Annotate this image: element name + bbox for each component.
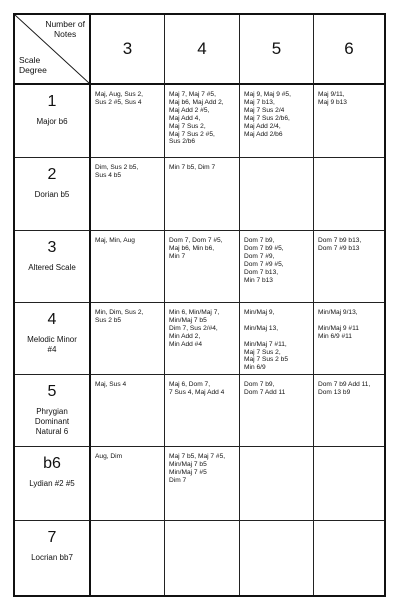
chord-list-cell [165, 521, 240, 595]
chord-list-cell: Maj 9, Maj 9 #5, Maj 7 b13, Maj 7 Sus 2/4 Maj 7 Sus 2/b6, Maj Add 2/4, Maj Add 2/b6 [240, 85, 314, 158]
scale-degree-number: 2 [47, 166, 57, 183]
chord-list-cell: Maj 6, Dom 7, 7 Sus 4, Maj Add 4 [165, 375, 240, 447]
chord-list-cell [240, 158, 314, 231]
chord-list-cell: Maj 7 b5, Maj 7 #5, Min/Maj 7 b5 Min/Maj 7 #5 Dim 7 [165, 447, 240, 521]
chord-list-cell [91, 521, 165, 595]
corner-header-cell [15, 15, 91, 85]
scale-degree-cell [15, 375, 91, 447]
scale-degree-cell [15, 447, 91, 521]
number-of-notes-label: Number of Notes [45, 19, 85, 39]
scale-degree-number: 7 [47, 529, 57, 546]
chord-list-cell [314, 521, 384, 595]
scale-degree-cell [15, 231, 91, 303]
chord-list-cell [314, 158, 384, 231]
scale-name: Melodic Minor #4 [27, 335, 77, 354]
scale-degree-number: 1 [47, 93, 57, 110]
scale-degree-label: Scale Degree [19, 55, 47, 75]
scale-degree-number: b6 [43, 455, 61, 472]
chord-list-cell: Dom 7 b9 Add 11, Dom 13 b9 [314, 375, 384, 447]
scale-name: Altered Scale [28, 263, 76, 272]
scale-degree-number: 4 [47, 311, 57, 328]
chord-list-cell [314, 447, 384, 521]
chord-list-cell: Min/Maj 9, Min/Maj 13, Min/Maj 7 #11, Maj 7 Sus 2, Maj 7 Sus 2 b5 Min 6/9 [240, 303, 314, 375]
scale-degree-number: 5 [47, 383, 57, 400]
column-header-5: 5 [240, 15, 314, 85]
chord-list-cell: Min/Maj 9/13, Min/Maj 9 #11 Min 6/9 #11 [314, 303, 384, 375]
chord-list-cell: Dom 7 b9, Dom 7 Add 11 [240, 375, 314, 447]
chord-list-cell: Maj 9/11, Maj 9 b13 [314, 85, 384, 158]
chord-list-cell: Aug, Dim [91, 447, 165, 521]
chord-list-cell: Maj, Min, Aug [91, 231, 165, 303]
scale-name: Lydian #2 #5 [29, 479, 75, 488]
chord-list-cell: Dim, Sus 2 b5, Sus 4 b5 [91, 158, 165, 231]
column-header-4: 4 [165, 15, 240, 85]
chord-list-cell: Dom 7 b9, Dom 7 b9 #5, Dom 7 #9, Dom 7 #9 #5, Dom 7 b13, Min 7 b13 [240, 231, 314, 303]
chord-list-cell: Min 7 b5, Dim 7 [165, 158, 240, 231]
scale-name: Locrian bb7 [31, 553, 73, 562]
chord-list-cell [240, 447, 314, 521]
scale-degree-cell [15, 158, 91, 231]
chord-list-cell: Dom 7, Dom 7 #5, Maj b6, Min b6, Min 7 [165, 231, 240, 303]
scale-name: Major b6 [36, 117, 68, 126]
scale-degree-number: 3 [47, 239, 57, 256]
scale-name: Phrygian Dominant Natural 6 [34, 407, 70, 436]
chord-list-cell [240, 521, 314, 595]
chord-scale-table [13, 13, 386, 597]
chord-list-cell: Maj, Sus 4 [91, 375, 165, 447]
chord-list-cell: Maj, Aug, Sus 2, Sus 2 #5, Sus 4 [91, 85, 165, 158]
scale-name: Dorian b5 [34, 190, 70, 199]
scale-degree-cell [15, 85, 91, 158]
scale-degree-cell [15, 521, 91, 595]
column-header-6: 6 [314, 15, 384, 85]
chord-list-cell: Dom 7 b9 b13, Dom 7 #9 b13 [314, 231, 384, 303]
chord-list-cell: Min, Dim, Sus 2, Sus 2 b5 [91, 303, 165, 375]
scale-degree-cell [15, 303, 91, 375]
chord-list-cell: Min 6, Min/Maj 7, Min/Maj 7 b5 Dim 7, Sus 2/#4, Min Add 2, Min Add #4 [165, 303, 240, 375]
chord-list-cell: Maj 7, Maj 7 #5, Maj b6, Maj Add 2, Maj Add 2 #5, Maj Add 4, Maj 7 Sus 2, Maj 7 Sus 2 #5, Sus 2/b6 [165, 85, 240, 158]
column-header-3: 3 [91, 15, 165, 85]
